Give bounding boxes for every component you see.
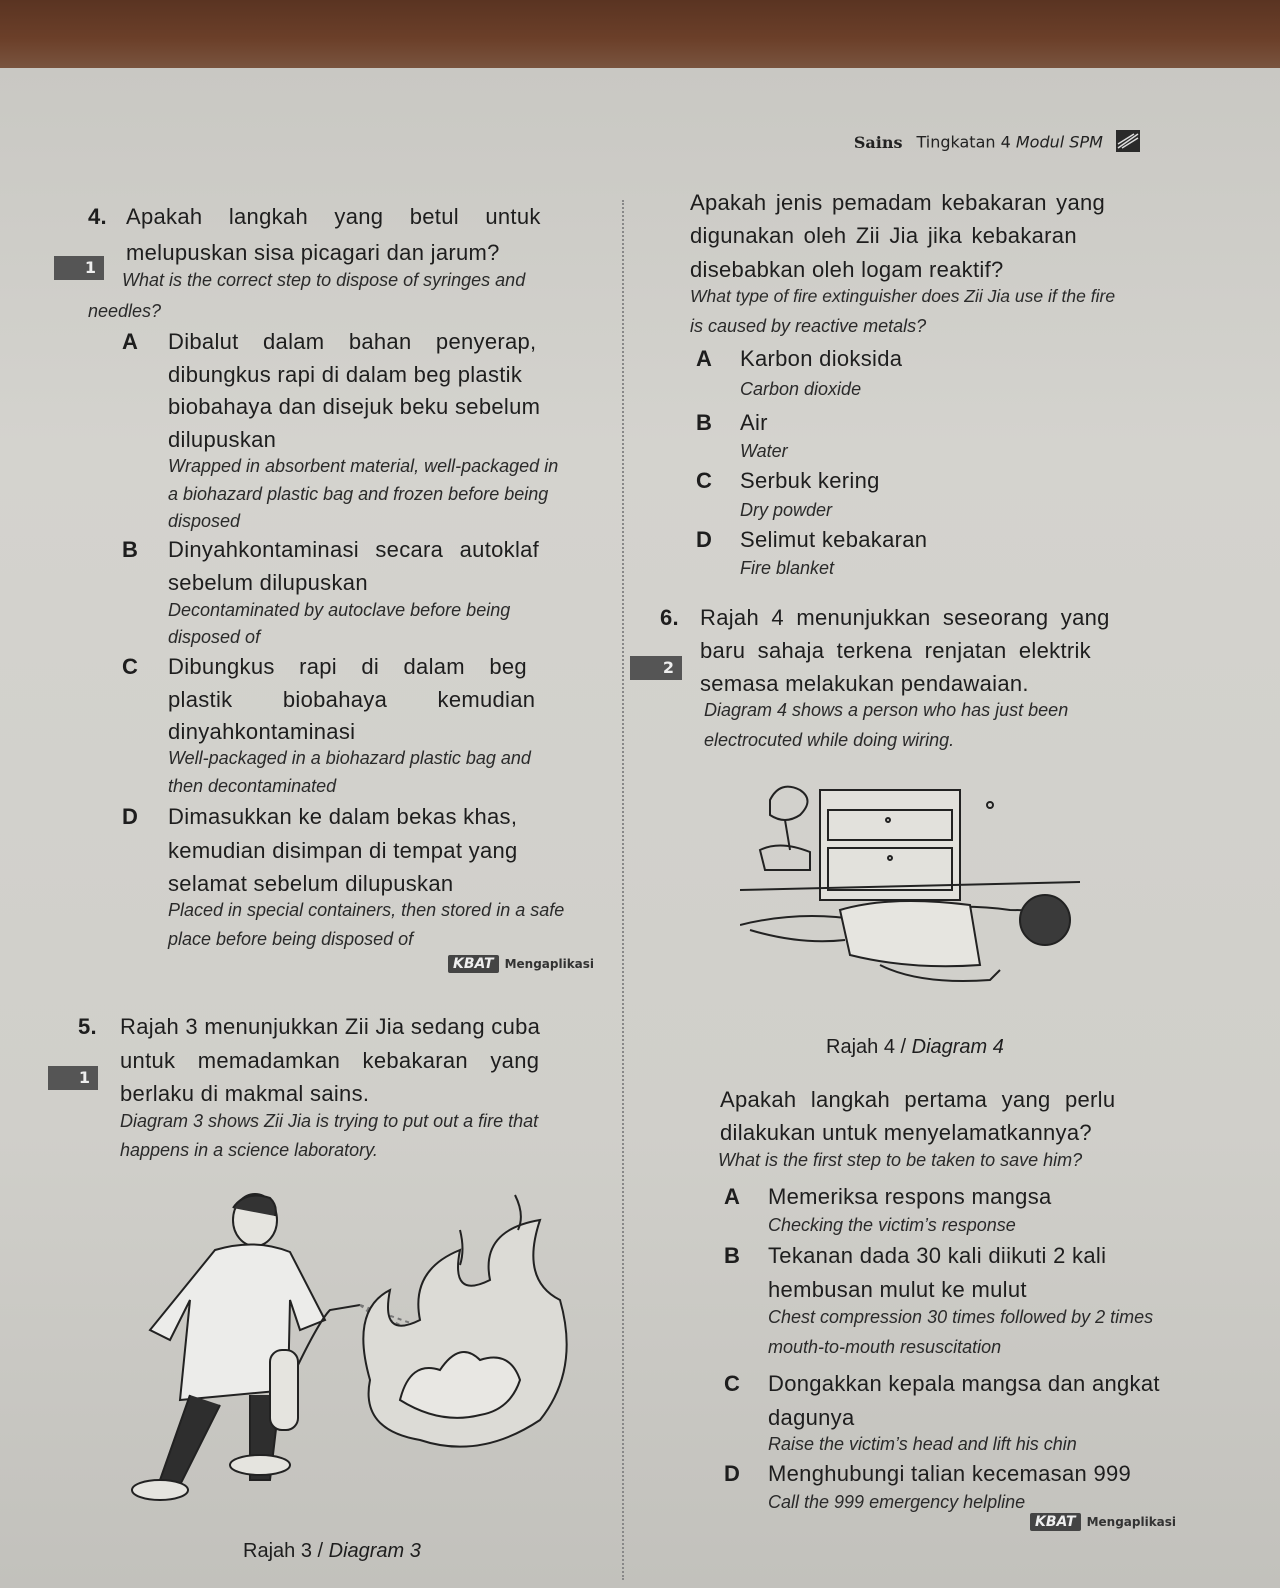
diagram-4-caption-ms: Rajah 4 / [826, 1036, 907, 1058]
q6-question-ms-3: semasa melakukan pendawaian. [700, 671, 1029, 696]
q4-option-d-en-1: Placed in special containers, then stored in a safe [168, 900, 565, 920]
q5-option-b-letter[interactable]: B [696, 410, 713, 435]
subject-label: Sains [853, 132, 903, 152]
q5-question-en-1: Diagram 3 shows Zii Jia is trying to put out a fire that [120, 1111, 539, 1131]
q6-option-d-en: Call the 999 emergency helpline [768, 1492, 1026, 1512]
q5-question-ms-1: Rajah 3 menunjukkan Zii Jia sedang cuba [120, 1014, 541, 1039]
q5-option-d-letter[interactable]: D [696, 527, 713, 552]
q4-question-en-1: What is the correct step to dispose of syringes and [122, 270, 526, 290]
q6-question2-en: What is the first step to be taken to save him? [718, 1150, 1083, 1170]
q6-option-b-letter[interactable]: B [724, 1243, 741, 1268]
q5-question-ms-3: berlaku di makmal sains. [120, 1081, 370, 1106]
q4-option-c-ms-3[interactable]: dinyahkontaminasi [168, 719, 356, 744]
q4-option-d-ms-3[interactable]: selamat sebelum dilupuskan [168, 871, 454, 896]
q4-option-c-ms-1[interactable]: Dibungkus rapi di dalam beg [168, 654, 527, 679]
wooden-desk-background [0, 0, 1280, 70]
module-logo-icon [1116, 130, 1140, 156]
q5-option-a-en: Carbon dioxide [740, 379, 862, 399]
q4-option-b-letter[interactable]: B [122, 537, 139, 562]
q6-question-ms-1: Rajah 4 menunjukkan seseorang yang [700, 605, 1110, 630]
q5-number: 5. [78, 1014, 97, 1039]
q5-option-d-ms[interactable]: Selimut kebakaran [740, 527, 928, 552]
q6-question2-ms-2: dilakukan untuk menyelamatkannya? [720, 1120, 1092, 1145]
q4-number: 4. [88, 204, 107, 229]
q6-option-b-ms-2[interactable]: hembusan mulut ke mulut [768, 1277, 1027, 1302]
q4-bab-badge: 1 [54, 256, 104, 280]
q4-option-a-ms-1[interactable]: Dibalut dalam bahan penyerap, [168, 329, 537, 354]
column-divider [622, 200, 624, 1580]
q6-question-en-1: Diagram 4 shows a person who has just been [704, 700, 1069, 720]
q5-option-c-letter[interactable]: C [696, 468, 713, 493]
q5-question2-en-1: What type of fire extinguisher does Zii Jia use if the fire [690, 286, 1116, 306]
q4-option-d-en-2: place before being disposed of [168, 929, 414, 949]
q4-option-d-letter[interactable]: D [122, 804, 139, 829]
q4-option-c-en-2: then decontaminated [168, 776, 337, 796]
q5-question-ms-2: untuk memadamkan kebakaran yang [120, 1048, 540, 1073]
kbat-label: Mengaplikasi [1086, 1515, 1177, 1529]
q6-option-b-en-1: Chest compression 30 times followed by 2 times [768, 1307, 1154, 1327]
q6-kbat-badge [1030, 1514, 1176, 1530]
q6-option-b-ms-1[interactable]: Tekanan dada 30 kali diikuti 2 kali [768, 1243, 1107, 1268]
q6-option-b-en-2: mouth-to-mouth resuscitation [768, 1337, 1002, 1357]
q6-option-a-letter[interactable]: A [724, 1184, 741, 1209]
q6-bab-badge: 2 [630, 656, 682, 680]
q6-question-en-2: electrocuted while doing wiring. [704, 730, 955, 750]
q4-option-a-ms-4[interactable]: dilupuskan [168, 427, 277, 452]
level-label: Tingkatan 4 [916, 132, 1011, 152]
q5-option-b-ms[interactable]: Air [740, 410, 768, 435]
diagram-3-caption-ms: Rajah 3 / [243, 1540, 324, 1562]
q4-question-en-2: needles? [88, 301, 162, 321]
page-header [854, 130, 1140, 156]
diagram-3-caption [243, 1540, 421, 1563]
q4-option-a-ms-2[interactable]: dibungkus rapi di dalam beg plastik [168, 362, 523, 387]
q4-option-d-ms-1[interactable]: Dimasukkan ke dalam bekas khas, [168, 804, 518, 829]
q4-option-b-en-1: Decontaminated by autoclave before being [168, 600, 511, 620]
q6-option-a-ms[interactable]: Memeriksa respons mangsa [768, 1184, 1052, 1209]
q6-number: 6. [660, 605, 679, 630]
q5-option-c-en: Dry powder [740, 500, 833, 520]
q5-option-a-ms[interactable]: Karbon dioksida [740, 346, 903, 371]
q5-bab-badge: 1 [48, 1066, 98, 1090]
q4-option-b-ms-2[interactable]: sebelum dilupuskan [168, 570, 368, 595]
q5-question2-ms-3: disebabkan oleh logam reaktif? [690, 257, 1004, 282]
q5-question2-ms-2: digunakan oleh Zii Jia jika kebakaran [690, 223, 1077, 248]
q6-option-a-en: Checking the victim’s response [768, 1215, 1016, 1235]
q4-option-c-en-1: Well-packaged in a biohazard plastic bag and [168, 748, 531, 768]
q4-question-ms-2: melupuskan sisa picagari dan jarum? [126, 240, 500, 265]
q5-option-d-en: Fire blanket [740, 558, 835, 578]
diagram-4-caption-en: Diagram 4 [911, 1036, 1004, 1058]
diagram-4-illustration [740, 770, 1100, 1010]
q4-option-a-en-2: a biohazard plastic bag and frozen before being [168, 484, 549, 504]
q4-option-c-letter[interactable]: C [122, 654, 139, 679]
q4-question-ms-1: Apakah langkah yang betul untuk [126, 204, 541, 229]
q4-option-a-en-3: disposed [168, 511, 241, 531]
q6-option-c-en: Raise the victim’s head and lift his chin [768, 1434, 1077, 1454]
q5-option-c-ms[interactable]: Serbuk kering [740, 468, 880, 493]
q6-question2-ms-1: Apakah langkah pertama yang perlu [720, 1087, 1116, 1112]
diagram-3-illustration [120, 1190, 610, 1520]
q5-option-a-letter[interactable]: A [696, 346, 713, 371]
kbat-tag: KBAT [448, 955, 499, 973]
q4-option-a-ms-3[interactable]: biobahaya dan disejuk beku sebelum [168, 394, 541, 419]
diagram-3-caption-en: Diagram 3 [328, 1540, 421, 1562]
q6-option-c-letter[interactable]: C [724, 1371, 741, 1396]
q4-option-a-en-1: Wrapped in absorbent material, well-packaged in [168, 456, 559, 476]
q5-question2-ms-1: Apakah jenis pemadam kebakaran yang [690, 190, 1106, 215]
kbat-label: Mengaplikasi [504, 957, 595, 971]
module-label: Modul SPM [1015, 132, 1103, 152]
q4-option-b-en-2: disposed of [168, 627, 261, 647]
q6-option-d-letter[interactable]: D [724, 1461, 741, 1486]
q6-option-c-ms-1[interactable]: Dongakkan kepala mangsa dan angkat [768, 1371, 1160, 1396]
q6-option-c-ms-2[interactable]: dagunya [768, 1405, 855, 1430]
q6-question-ms-2: baru sahaja terkena renjatan elektrik [700, 638, 1091, 663]
q4-option-a-letter[interactable]: A [122, 329, 139, 354]
q4-option-d-ms-2[interactable]: kemudian disimpan di tempat yang [168, 838, 518, 863]
q5-question-en-2: happens in a science laboratory. [120, 1140, 378, 1160]
q5-option-b-en: Water [740, 441, 788, 461]
diagram-4-caption [826, 1036, 1004, 1059]
q4-option-b-ms-1[interactable]: Dinyahkontaminasi secara autoklaf [168, 537, 540, 562]
q6-option-d-ms[interactable]: Menghubungi talian kecemasan 999 [768, 1461, 1132, 1486]
kbat-tag: KBAT [1030, 1513, 1081, 1531]
q4-kbat-badge [448, 956, 594, 972]
q4-option-c-ms-2[interactable]: plastik biobahaya kemudian [168, 687, 536, 712]
q5-question2-en-2: is caused by reactive metals? [690, 316, 927, 336]
